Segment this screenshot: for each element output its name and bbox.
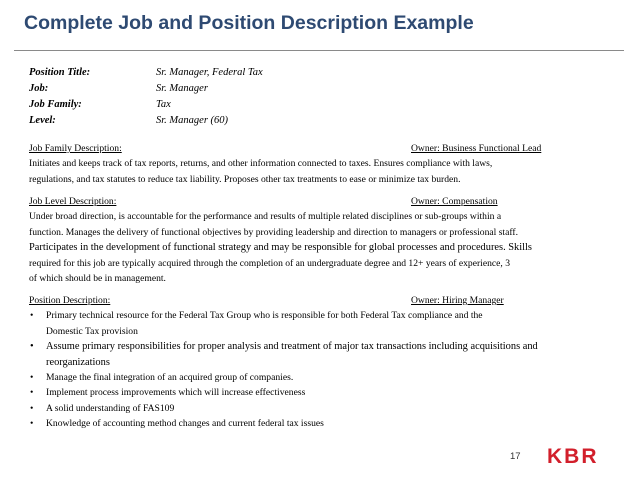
bullet-icon: • [30, 341, 34, 353]
section-label: Job Family Description: [29, 143, 122, 154]
section-label: Position Description: [29, 295, 111, 306]
list-item [29, 370, 609, 385]
meta-label: Job: [29, 83, 49, 94]
description-line: function. Manages the delivery of functional objectives by providing leadership and direction to managers or professional staff. [29, 226, 518, 238]
kbr-logo: KBR [547, 445, 599, 468]
bullet-icon: • [30, 372, 34, 384]
job-level-section [29, 194, 609, 286]
meta-value: Tax [156, 99, 171, 110]
meta-value: Sr. Manager [156, 83, 208, 94]
meta-label: Level: [29, 115, 56, 126]
section-header [29, 141, 609, 156]
bullet-line: Primary technical resource for the Federal Tax Group who is responsible for both Federal Tax compliance and the [46, 310, 483, 322]
bullet-line: Implement process improvements which will increase effectiveness [46, 387, 306, 399]
bullet-icon: • [30, 402, 34, 414]
description-line: Initiates and keeps track of tax reports, returns, and other information connected to taxes. Ensures compliance with laws, [29, 158, 493, 170]
bullet-line: reorganizations [46, 356, 110, 368]
description-line: of which should be in management. [29, 273, 166, 285]
list-item [29, 401, 609, 416]
bullet-icon: • [30, 310, 34, 322]
meta-value: Sr. Manager, Federal Tax [156, 67, 263, 78]
description-line: required for this job are typically acquired through the completion of an undergraduate degree and 12+ years of experience, 3 [29, 257, 511, 269]
section-owner: Owner: Hiring Manager [411, 295, 504, 306]
bullet-line: Manage the final integration of an acquired group of companies. [46, 372, 294, 384]
bullet-line: Domestic Tax provision [46, 325, 138, 337]
section-label: Job Level Description: [29, 196, 117, 207]
list-item [29, 416, 609, 431]
description-line: Participates in the development of functional strategy and may be responsible for global processes and procedures. Skills [29, 242, 532, 254]
bullet-icon: • [30, 418, 34, 430]
meta-label: Position Title: [29, 67, 91, 78]
section-header [29, 194, 609, 209]
bullet-icon: • [30, 387, 34, 399]
section-owner: Owner: Compensation [411, 196, 498, 207]
slide-title: Complete Job and Position Description Example [24, 12, 474, 34]
title-divider [14, 50, 624, 51]
page-number: 17 [510, 451, 521, 462]
description-line: regulations, and tax statutes to reduce tax liability. Proposes other tax treatments to ease or minimize tax burden. [29, 173, 461, 185]
list-item [29, 308, 609, 339]
bullet-line: A solid understanding of FAS109 [46, 402, 175, 414]
description-line: Under broad direction, is accountable for the performance and results of multiple related disciplines or sub-groups within a [29, 211, 502, 223]
meta-value: Sr. Manager (60) [156, 115, 229, 126]
meta-label: Job Family: [29, 99, 82, 110]
section-owner: Owner: Business Functional Lead [411, 143, 542, 154]
responsibility-list [29, 308, 609, 431]
position-section [29, 293, 609, 432]
job-family-section [29, 141, 609, 187]
section-header [29, 293, 609, 308]
list-item [29, 385, 609, 400]
bullet-line: Knowledge of accounting method changes and current federal tax issues [46, 418, 324, 430]
bullet-line: Assume primary responsibilities for proper analysis and treatment of major tax transactions including acquisitions and [46, 341, 538, 353]
list-item [29, 339, 609, 370]
